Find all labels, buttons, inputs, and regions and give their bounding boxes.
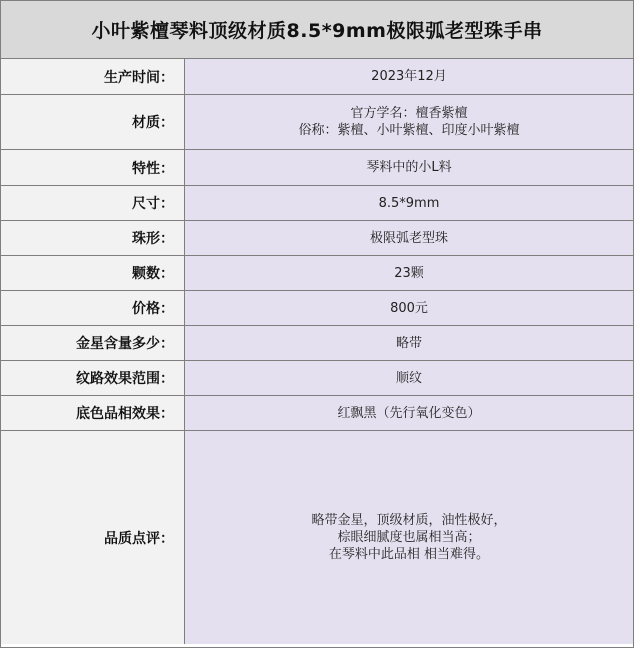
row-gold-star: [1, 326, 633, 361]
row-label: 品质点评：: [1, 431, 185, 644]
value-line: 在琴料中此品相 相当难得。: [328, 547, 490, 562]
row-value: [185, 361, 633, 395]
value-line: 略带: [395, 335, 422, 351]
table-title: 小叶紫檀琴料顶级材质8.5*9mm极限弧老型珠手串: [1, 1, 633, 59]
row-value: [185, 396, 633, 430]
row-production-time: [1, 59, 633, 95]
row-label: 特性：: [1, 150, 185, 185]
row-label: 金星含量多少：: [1, 326, 185, 360]
row-value: [185, 256, 633, 290]
row-price: [1, 291, 633, 326]
row-label: 尺寸：: [1, 186, 185, 220]
row-value: [185, 431, 633, 644]
row-label: 底色品相效果：: [1, 396, 185, 430]
row-characteristic: [1, 150, 633, 186]
row-label: 颗数：: [1, 256, 185, 290]
row-value: [185, 291, 633, 325]
row-quality-review: [1, 431, 633, 644]
value-line: 顺纹: [395, 370, 422, 386]
row-value: [185, 186, 633, 220]
row-value: [185, 95, 633, 149]
row-value: [185, 59, 633, 94]
row-grain-range: [1, 361, 633, 396]
row-label: 珠形：: [1, 221, 185, 255]
row-value: [185, 326, 633, 360]
value-line: 俗称：紫檀、小叶紫檀、印度小叶紫檀: [298, 123, 520, 138]
value-line: 23颗: [394, 265, 424, 281]
value-line: 800元: [390, 300, 428, 316]
value-line: 极限弧老型珠: [369, 230, 448, 246]
row-value: [185, 150, 633, 185]
row-label: 价格：: [1, 291, 185, 325]
value-line: 红飘黑（先行氧化变色）: [337, 405, 481, 421]
row-label: 材质：: [1, 95, 185, 149]
row-material: [1, 95, 633, 150]
row-value: [185, 221, 633, 255]
value-line: 8.5*9mm: [378, 195, 440, 211]
value-line: 官方学名：檀香紫檀: [350, 106, 468, 121]
row-size: [1, 186, 633, 221]
row-bead-count: [1, 256, 633, 291]
row-bead-shape: [1, 221, 633, 256]
spec-rows: [1, 59, 633, 644]
row-label: 纹路效果范围：: [1, 361, 185, 395]
value-line: 2023年12月: [371, 69, 447, 84]
value-line: 略带金星，顶级材质，油性极好，: [311, 513, 507, 528]
value-line: 琴料中的小L料: [366, 160, 452, 175]
value-line: 棕眼细腻度也属相当高；: [337, 530, 481, 545]
row-label: 生产时间：: [1, 59, 185, 94]
row-base-color: [1, 396, 633, 431]
